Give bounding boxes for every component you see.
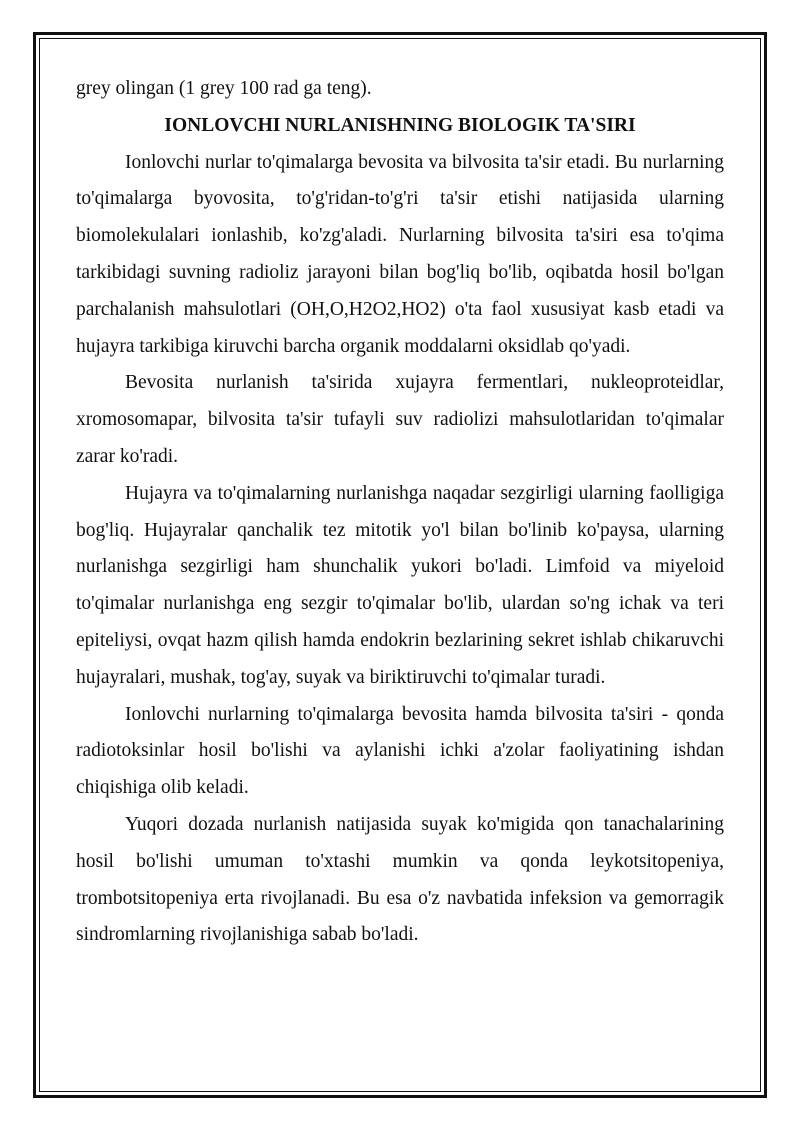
paragraph-5: Yuqori dozada nurlanish natijasida suyak ko'migida qon tanachalarining hosil bo'lishi umuman to'xtashi mumkin va qonda leykotsitopeniya, trombotsitopeniya erta rivojlanadi. Bu esa o'z navbatida infeksion va gemorragik sindromlarning rivojlanishiga sabab bo'ladi. [76,813,724,946]
paragraph-4: Ionlovchi nurlarning to'qimalarga bevosita hamda bilvosita ta'siri - qonda radiotoksinlar hosil bo'lishi va aylanishi ichki a'zolar faoliyatining ishdan chiqishiga olib keladi. [76,703,724,799]
paragraph-2: Bevosita nurlanish ta'sirida xujayra fermentlari, nukleoproteidlar, xromosomapar, bilvosita ta'sir tufayli suv radiolizi mahsulotlaridan to'qimalar zarar ko'radi. [76,372,724,467]
paragraph-1: Ionlovchi nurlar to'qimalarga bevosita va bilvosita ta'sir etadi. Bu nurlarning to'qimalarga byovosita, to'g'ridan-to'g'ri ta'sir etishi natijasida ularning biomolekulalari ionlashib, ko'zg'aladi. Nurlarning bilvosita ta'siri esa to'qima tarkibidagi suvning radioliz jarayoni bilan bog'liq bo'lib, oqibatda hosil bo'lgan parchalanish mahsulotlari (OH,O,H2O2,HO2) o'ta faol xususiyat kasb etadi va hujayra tarkibiga kiruvchi barcha organik moddalarni oksidlab qo'yadi. [76,151,724,357]
section-heading: IONLOVCHI NURLANISHNING BIOLOGIK TA'SIRI [164,114,636,136]
paragraph-3: Hujayra va to'qimalarning nurlanishga naqadar sezgirligi ularning faolligiga bog'liq. Hujayralar qanchalik tez mitotik yo'l bilan bo'linib ko'paysa, ularning nurlanishga sezgirligi ham shunchalik yukori bo'ladi. Limfoid va miyeloid to'qimalar nurlanishga eng sezgir to'qimalar bo'lib, ulardan so'ng ichak va teri epiteliysi, ovqat hazm qilish hamda endokrin bezlarining sekret ishlab chikaruvchi hujayralari, mushak, tog'ay, suyak va biriktiruvchi to'qimalar turadi. [76,482,724,688]
continuation-line: grey olingan (1 grey 100 rad ga teng). [76,78,372,99]
document-body [76,71,724,954]
